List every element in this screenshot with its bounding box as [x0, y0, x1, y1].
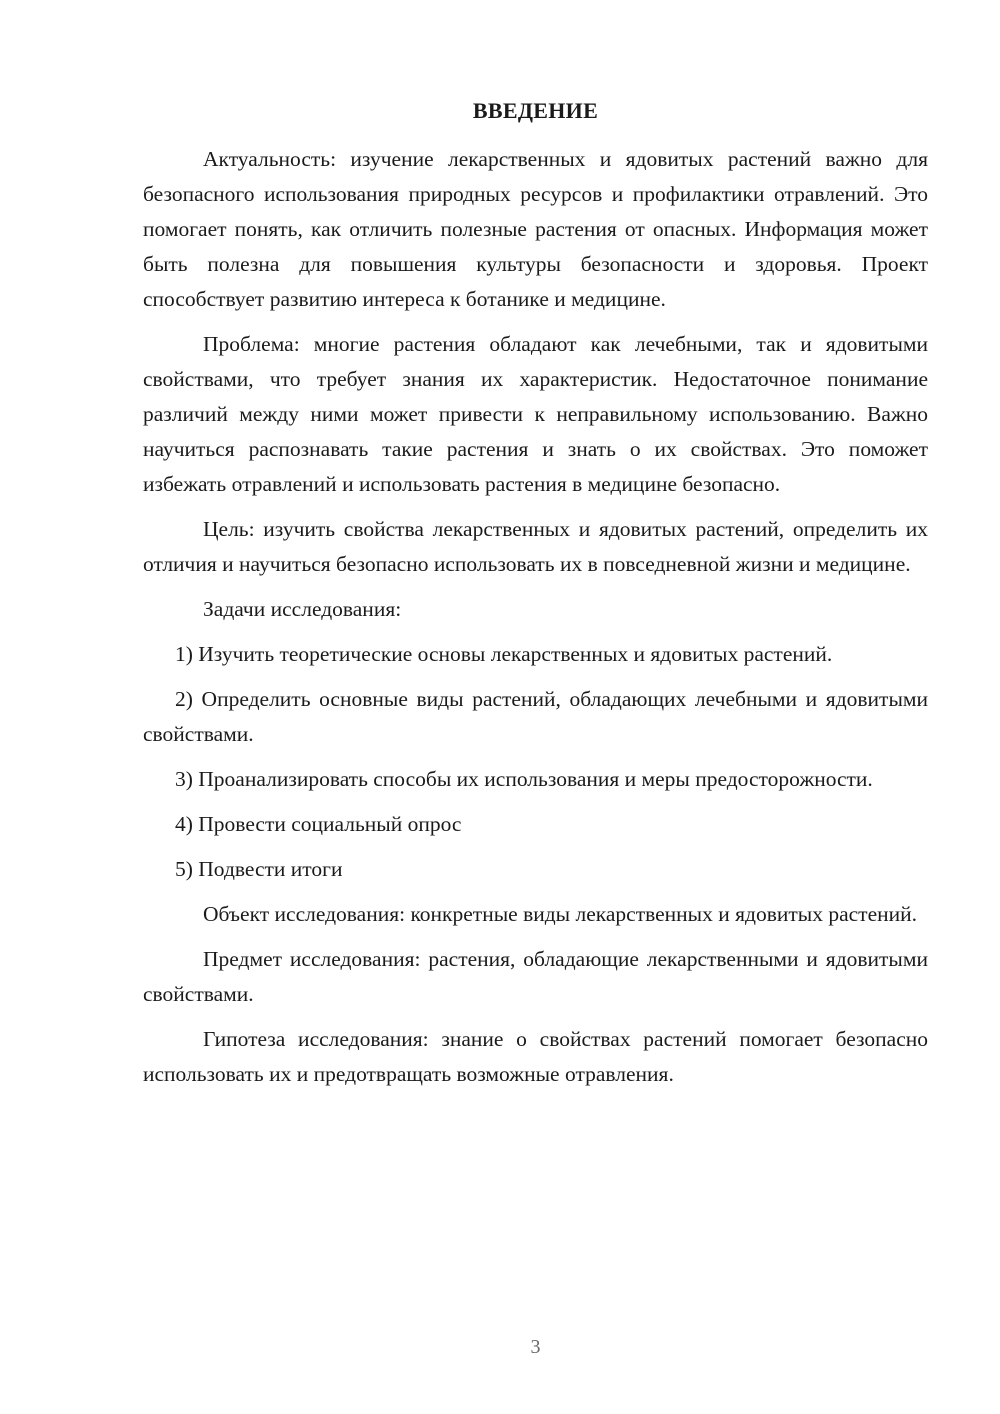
task-item-2: 2) Определить основные виды растений, обладающих лечебными и ядовитыми свойствами. — [143, 687, 928, 746]
goal-paragraph: Цель: изучить свойства лекарственных и ядовитых растений, определить их отличия и научиться безопасно использовать их в повседневной жизни и медицине. — [143, 517, 928, 576]
hypothesis-paragraph: Гипотеза исследования: знание о свойствах растений помогает безопасно использовать их и предотвращать возможные отравления. — [143, 1027, 928, 1086]
problem-paragraph: Проблема: многие растения обладают как лечебными, так и ядовитыми свойствами, что требует знания их характеристик. Недостаточное понимание различий между ними может привести к неправильному использованию. Важно научиться распознавать такие растения и знать о их свойствах. Это поможет избежать отравлений и использовать растения в медицине безопасно. — [143, 332, 928, 496]
task-item-4: 4) Провести социальный опрос — [175, 812, 462, 836]
object-paragraph: Объект исследования: конкретные виды лекарственных и ядовитых растений. — [203, 902, 918, 926]
task-item-3: 3) Проанализировать способы их использования и меры предосторожности. — [175, 767, 873, 791]
subject-paragraph: Предмет исследования: растения, обладающие лекарственными и ядовитыми свойствами. — [143, 947, 928, 1006]
page-number: 3 — [530, 1336, 541, 1358]
tasks-title: Задачи исследования: — [203, 597, 402, 621]
task-item-5: 5) Подвести итоги — [175, 857, 343, 881]
task-item-1: 1) Изучить теоретические основы лекарственных и ядовитых растений. — [175, 642, 833, 666]
document-page — [143, 0, 928, 1414]
section-heading: ВВЕДЕНИЕ — [472, 98, 599, 123]
document-body — [143, 142, 928, 1102]
relevance-paragraph: Актуальность: изучение лекарственных и ядовитых растений важно для безопасного использования природных ресурсов и профилактики отравлений. Это помогает понять, как отличить полезные растения от опасных. Информация может быть полезна для повышения культуры безопасности и здоровья. Проект способствует развитию интереса к ботанике и медицине. — [143, 147, 928, 311]
